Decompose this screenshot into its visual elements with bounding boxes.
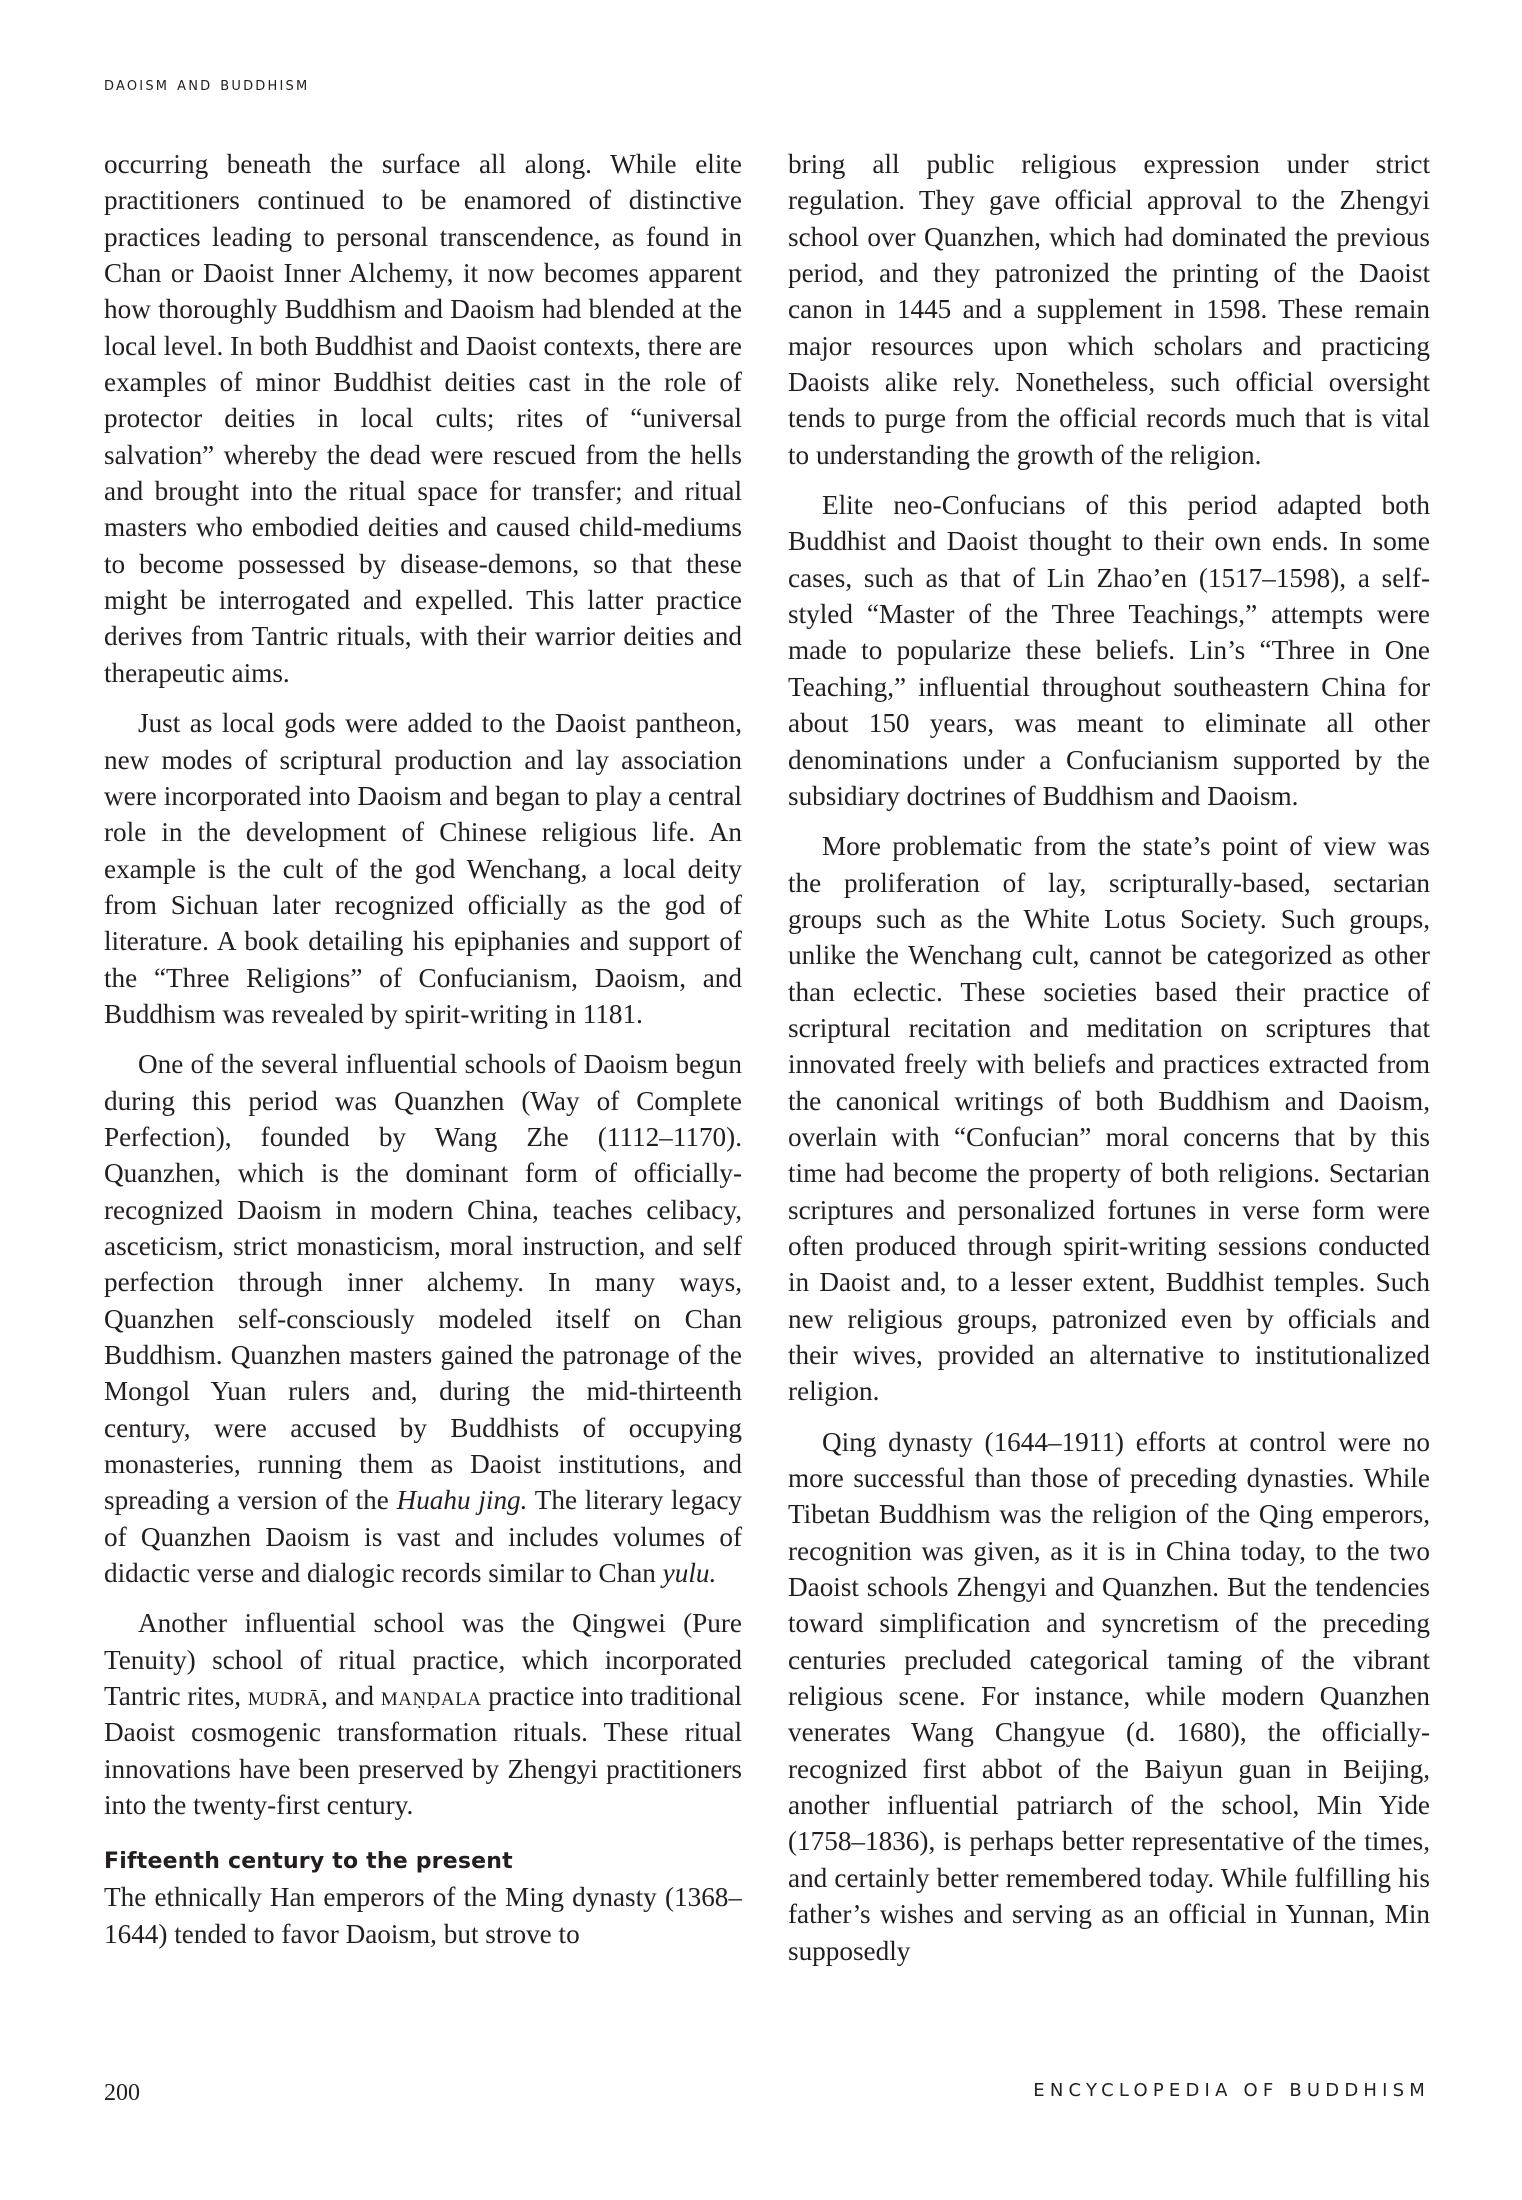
- paragraph: Just as local gods were added to the Daoist pantheon, new modes of scriptural production and lay association were incorporated into Daoism and began to play a central role in the development of Chinese religious life. An example is the cult of the god Wenchang, a local deity from Sichuan later recognized officially as the god of literature. A book detailing his epiphanies and support of the “Three Religions” of Confucianism, Daoism, and Buddhism was revealed by spirit-writing in 1181.: [104, 708, 742, 1029]
- paragraph-text: The literary legacy of Quanzhen Daoism is vast and includes volumes of didactic verse and dialogic records similar to Chan: [104, 1485, 743, 1589]
- paragraph: [104, 1046, 742, 1591]
- small-caps-term: mudrā: [247, 1681, 322, 1712]
- paragraph: Qing dynasty (1644–1911) efforts at control were no more successful than those of preceding dynasties. While Tibetan Buddhism was the religion of the Qing emperors, recognition was given, as it is in China today, to the two Daoist schools Zhengyi and Quanzhen. But the tendencies toward simplification and syncretism of the preceding centuries precluded categorical taming of the vibrant religious scene. For instance, while modern Quanzhen venerates Wang Changyue (d. 1680), the officially-recognized first abbot of the Baiyun guan in Beijing, another influential patriarch of the school, Min Yide (1758–1836), is perhaps better representative of the times, and certainly better remembered today. While fulfilling his father’s wishes and serving as an official in Yunnan, Min supposedly: [788, 1426, 1430, 1966]
- paragraph: bring all public religious expression under strict regulation. They gave official approval to the Zhengyi school over Quanzhen, which had dominated the previous period, and they patronized the printing of the Daoist canon in 1445 and a supplement in 1598. These remain major resources upon which scholars and practicing Daoists alike rely. Nonetheless, such official oversight tends to purge from the official records much that is vital to understanding the growth of the religion.: [788, 149, 1430, 470]
- small-caps-term: maṇḍala: [380, 1681, 482, 1712]
- page-number: 200: [104, 2080, 140, 2106]
- paragraph: The ethnically Han emperors of the Ming dynasty (1368–1644) tended to favor Daoism, but strove to: [104, 1882, 742, 1949]
- running-foot: ENCYCLOPEDIA OF BUDDHISM: [1033, 2080, 1430, 2101]
- right-column: [788, 146, 1430, 1969]
- paragraph-text: Another influential school was the Qingwei (Pure Tenuity) school of ritual practice, which incorporated Tantric rites,: [104, 1608, 742, 1712]
- paragraph-text: One of the several influential schools of Daoism begun during this period was Quanzhen (Way of Complete Perfection), founded by Wang Zhe (1112–1170). Quanzhen, which is the dominant form of officially-recognized Daoism in modern China, teaches celibacy, asceticism, strict monasticism, moral instruction, and self perfection through inner alchemy. In many ways, Quanzhen self-consciously modeled itself on Chan Buddhism. Quanzhen masters gained the patronage of the Mongol Yuan rulers and, during the mid-thirteenth century, were accused by Buddhists of occupying monasteries, running them as Daoist institutions, and spreading a version of the: [104, 1049, 742, 1516]
- paragraph: [104, 1605, 742, 1823]
- section-heading: Fifteenth century to the present: [104, 1849, 513, 1875]
- paragraph: occurring beneath the surface all along. While elite practitioners continued to be enamored of distinctive practices leading to personal transcendence, as found in Chan or Daoist Inner Alchemy, it now becomes apparent how thoroughly Buddhism and Daoism had blended at the local level. In both Buddhist and Daoist contexts, there are examples of minor Buddhist deities cast in the role of protector deities in local cults; rites of “universal salvation” whereby the dead were rescued from the hells and brought into the ritual space for transfer; and ritual masters who embodied deities and caused child-mediums to become possessed by disease-demons, so that these might be interrogated and expelled. This latter practice derives from Tantric rituals, with their warrior deities and therapeutic aims.: [104, 149, 742, 688]
- italic-title: Huahu jing.: [396, 1485, 528, 1516]
- italic-term: yulu.: [662, 1558, 717, 1589]
- left-column: [104, 146, 742, 1952]
- paragraph-text: practice into traditional Daoist cosmogenic transformation rituals. These ritual innovations have been preserved by Zhengyi practitioners into the twenty-first century.: [104, 1681, 742, 1821]
- paragraph-text: , and: [321, 1681, 381, 1712]
- paragraph: Elite neo-Confucians of this period adapted both Buddhist and Daoist thought to their own ends. In some cases, such as that of Lin Zhao’en (1517–1598), a self-styled “Master of the Three Teachings,” attempts were made to popularize these beliefs. Lin’s “Three in One Teaching,” influential throughout southeastern China for about 150 years, was meant to eliminate all other denominations under a Confucianism supported by the subsidiary doctrines of Buddhism and Daoism.: [788, 490, 1430, 811]
- running-head: daoism and buddhism: [104, 74, 310, 95]
- paragraph: More problematic from the state’s point of view was the proliferation of lay, scripturally-based, sectarian groups such as the White Lotus Society. Such groups, unlike the Wenchang cult, cannot be categorized as other than eclectic. These societies based their practice of scriptural recitation and meditation on scriptures that innovated freely with beliefs and practices extracted from the canonical writings of both Buddhism and Daoism, overlain with “Confucian” moral concerns that by this time had become the property of both religions. Sectarian scriptures and personalized fortunes in verse form were often produced through spirit-writing sessions conducted in Daoist and, to a lesser extent, Buddhist temples. Such new religious groups, patronized even by officials and their wives, provided an alternative to institutionalized religion.: [788, 831, 1430, 1407]
